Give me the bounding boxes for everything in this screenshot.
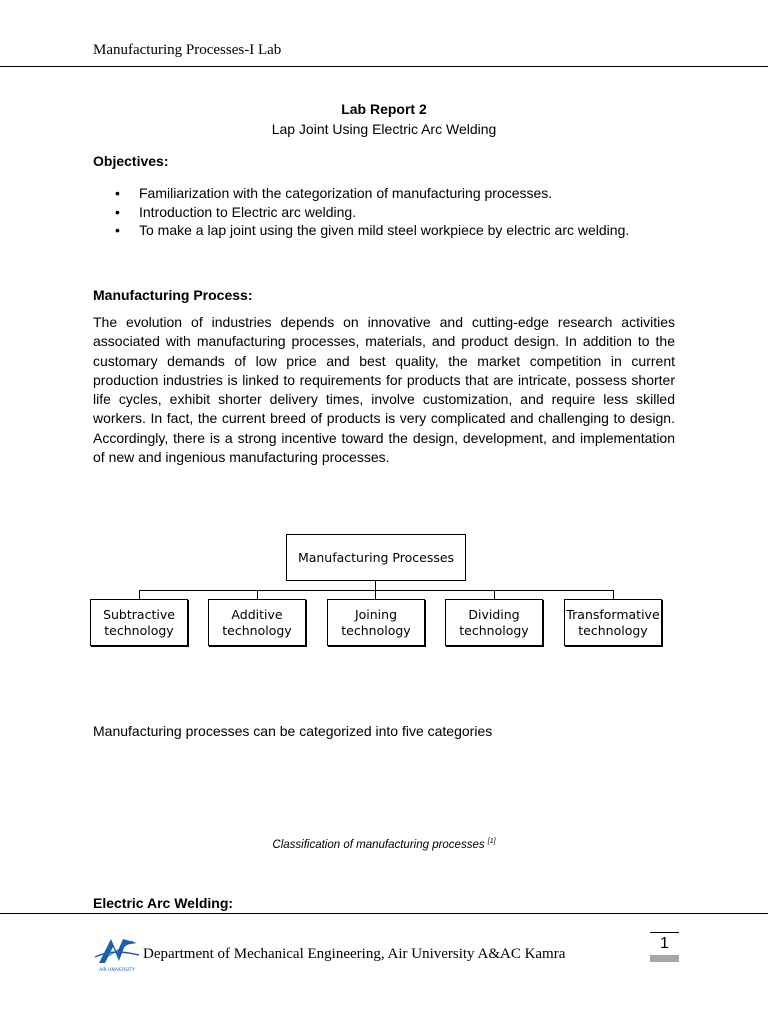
air-university-logo-icon <box>93 933 141 973</box>
report-subtitle: Lap Joint Using Electric Arc Welding <box>271 121 497 137</box>
connector-horizontal <box>139 590 614 591</box>
objective-item: • Familiarization with the categorization of manufacturing processes. <box>93 184 675 203</box>
connector-child-3 <box>375 590 376 599</box>
diagram-box-dividing <box>445 599 543 646</box>
page-number: 1 <box>650 932 679 953</box>
objective-item: • To make a lap joint using the given mild steel workpiece by electric arc welding. <box>93 221 675 240</box>
diagram-root-box: Manufacturing Processes <box>286 534 466 581</box>
report-title: Lab Report 2 <box>341 101 427 117</box>
diagram-box-subtractive <box>90 599 188 646</box>
figure-caption-text: Classification of manufacturing processes <box>272 838 488 851</box>
objectives-heading: Objectives: <box>93 153 169 169</box>
footer-rule <box>0 913 768 914</box>
running-header: Manufacturing Processes-I Lab <box>93 42 282 58</box>
diagram-box-joining <box>327 599 425 646</box>
box-label-line1: Dividing <box>468 606 520 622</box>
box-label-line1: Additive <box>231 606 283 622</box>
logo-text: AIR UNIVERSITY <box>99 968 135 973</box>
box-label-line2: technology <box>341 622 411 638</box>
objective-item: • Introduction to Electric arc welding. <box>93 203 675 222</box>
box-label-line2: technology <box>578 622 648 638</box>
connector-child-2 <box>257 590 258 599</box>
connector-root-vertical <box>375 581 376 590</box>
box-label-line2: technology <box>222 622 292 638</box>
connector-child-1 <box>139 590 140 599</box>
box-label-line2: technology <box>104 622 174 638</box>
manufacturing-process-paragraph: The evolution of industries depends on innovative and cutting-edge research activities associated with manufacturing processes, materials, and product design. In addition to the customary demands of low price and best quality, the market competition in current production industries is linked to requirements for products that are intricate, possess shorter life cycles, exhibit shorter delivery times, involve customization, and require less skilled workers. In fact, the current breed of products is very complicated and challenging to design. Accordingly, there is a strong incentive toward the design, development, and implementation of new and ingenious manufacturing processes. <box>93 314 675 466</box>
page-number-bar <box>650 955 679 962</box>
diagram-box-transformative <box>564 599 662 646</box>
box-label-line1: Joining <box>354 606 398 622</box>
connector-child-5 <box>613 590 614 599</box>
box-label-line1: Transformative <box>566 606 660 622</box>
categories-text: Manufacturing processes can be categorized into five categories <box>93 723 493 739</box>
footer-department: Department of Mechanical Engineering, Air University A&AC Kamra <box>143 946 566 962</box>
box-label-line2: technology <box>459 622 529 638</box>
connector-child-4 <box>494 590 495 599</box>
box-label-line1: Subtractive <box>103 606 175 622</box>
manufacturing-process-heading: Manufacturing Process: <box>93 287 253 303</box>
figure-caption <box>0 838 768 851</box>
figure-caption-ref: [1] <box>487 838 496 845</box>
diagram-box-additive <box>208 599 306 646</box>
electric-arc-welding-heading: Electric Arc Welding: <box>93 895 234 911</box>
